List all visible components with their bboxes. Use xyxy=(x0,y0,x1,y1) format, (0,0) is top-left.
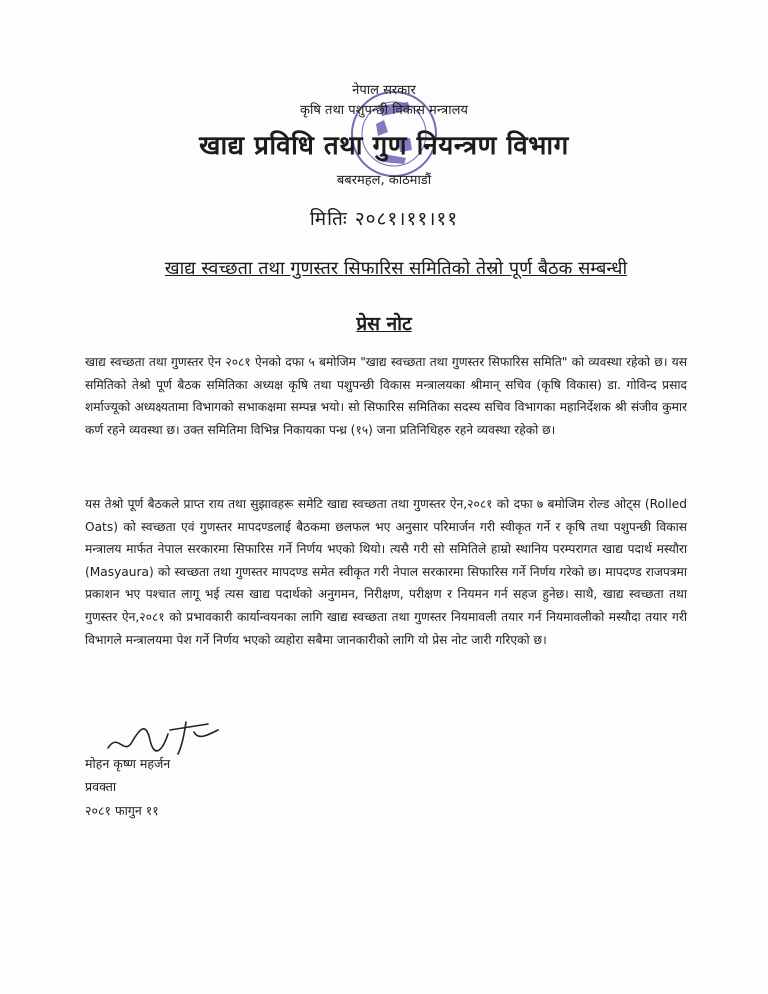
document-date: मितिः २०८१।११।११ xyxy=(309,208,459,230)
signatory-name: मोहन कृष्ण महर्जन xyxy=(85,756,171,771)
subject-heading: खाद्य स्वच्छता तथा गुणस्तर सिफारिस समितिको तेस्रो पूर्ण बैठक सम्बन्धी xyxy=(164,258,628,279)
office-address: बबरमहल, काठमाडौं xyxy=(336,173,432,188)
government-name: नेपाल सरकार xyxy=(352,83,416,98)
signatory-date: २०८१ फागुन ११ xyxy=(85,803,159,818)
department-name: खाद्य प्रविधि तथा गुण नियन्त्रण विभाग xyxy=(199,131,569,161)
body-paragraph: यस तेश्रो पूर्ण बैठकले प्राप्त राय तथा सुझावहरू समेटि खाद्य स्वच्छता तथा गुणस्तर ऐन,२०८१ को दफा ७ बमोजिम रोल्ड ओट्स (Rolled Oats) को स्वच्छता एवं गुणस्तर मापदण्डलाई बैठकमा छलफल भए अनुसार परिमार्जन गरी स्वीकृत गर्ने र कृषि तथा पशुपन्छी विकास मन्त्रालय मार्फत नेपाल सरकारमा सिफारिस गर्ने निर्णय भएको थियो। त्यसै गरी सो समितिले हाम्रो स्थानिय परम्परागत खाद्य पदार्थ मस्यौरा (Masyaura) को स्वच्छता तथा गुणस्तर मापदण्ड समेत स्वीकृत गरी नेपाल सरकारमा सिफारिस गर्ने निर्णय गरेको छ। मापदण्ड राजपत्रमा प्रकाशन भए पश्चात लागू भई त्यस खाद्य पदार्थको अनुगमन, निरीक्षण, परीक्षण र नियमन गर्न सहज हुनेछ। साथै, खाद्य स्वच्छता तथा गुणस्तर ऐन,२०८१ को प्रभावकारी कार्यान्वयनका लागि खाद्य स्वच्छता तथा गुणस्तर नियमावली तयार गर्न नियमावलीको मस्यौदा तयार गरी विभागले मन्त्रालयमा पेश गर्ने निर्णय भएको व्यहोरा सबैमा जानकारीको लागि यो प्रेस नोट जारी गरिएको छ। xyxy=(85,497,687,647)
ministry-name: कृषि तथा पशुपन्छी विकास मन्त्रालय xyxy=(300,103,468,118)
signatory-title: प्रवक्ता xyxy=(85,779,117,794)
press-note-title: प्रेस नोट xyxy=(356,313,412,335)
body-paragraph: खाद्य स्वच्छता तथा गुणस्तर ऐन २०८१ ऐनको दफा ५ बमोजिम "खाद्य स्वच्छता तथा गुणस्तर सिफारिस समिति" को व्यवस्था रहेको छ। यस समितिको तेश्रो पूर्ण बैठक समितिका अध्यक्ष कृषि तथा पशुपन्छी विकास मन्त्रालयका श्रीमान् सचिव (कृषि विकास) डा. गोविन्द प्रसाद शर्माज्यूको अध्यक्ष्यतामा विभागको सभाकक्षमा सम्पन्न भयो। सो सिफारिस समितिका सदस्य सचिव विभागका महानिर्देशक श्री संजीव कुमार कर्ण रहने व्यवस्था छ। उक्त समितिमा विभिन्न निकायका पन्ध्र (१५) जना प्रतिनिधिहरु रहने व्यवस्था रहेको छ। xyxy=(85,355,687,437)
